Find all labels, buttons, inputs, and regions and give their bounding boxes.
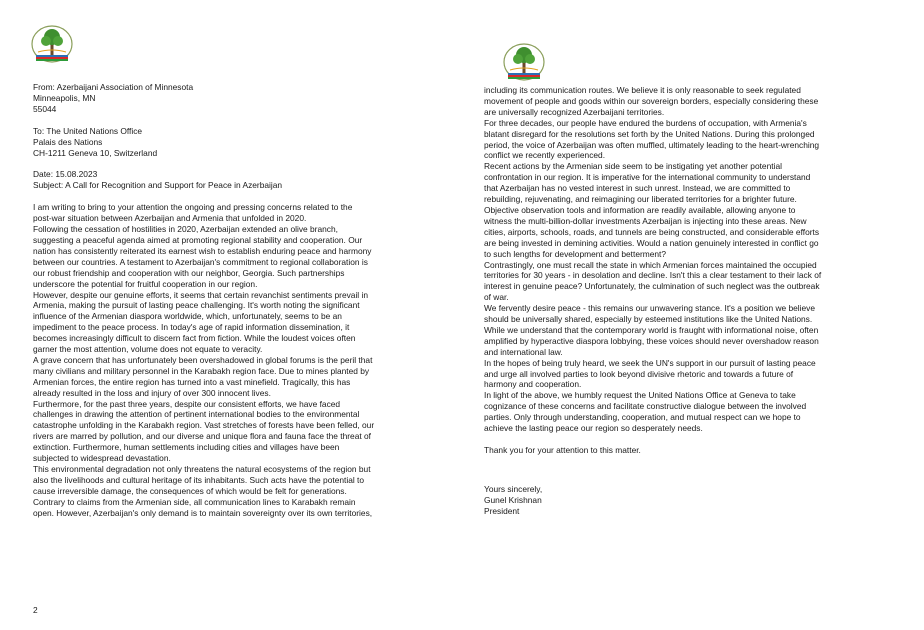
association-logo (30, 22, 74, 66)
body-line: that Azerbaijan has no vested interest in such unrest. Instead, we are committed to (484, 183, 791, 194)
body-line: cause irreversible damage, the consequences of which would be felt for generations. (33, 485, 347, 496)
recipient-line: Palais des Nations (33, 136, 103, 147)
sender-line: Minneapolis, MN (33, 92, 96, 103)
body-line: should be universally shared, especially by esteemed institutions like the United Nations. (484, 314, 813, 325)
letter-text-right (484, 85, 914, 434)
signature-block (484, 484, 914, 517)
body-line: and urge all involved parties to look beyond divisive rhetoric and towards a future of (484, 368, 794, 379)
body-line: influence of the Armenian diaspora worldwide, which, unfortunately, seems to be an (33, 311, 342, 322)
body-line: also the livelihoods and cultural heritage of its inhabitants. Such acts have the potential to (33, 474, 365, 485)
body-line: are universally recognized Azerbaijani territories. (484, 106, 665, 117)
tree-emblem-icon (502, 40, 546, 84)
body-line: impediment to the peace process. In today's age of rapid information dissemination, it (33, 322, 350, 333)
body-line: A grave concern that has unfortunately been overshadowed in global forums is the peril that (33, 354, 373, 365)
body-line: nation has consistently reiterated its earnest wish to establish enduring peace and harmony (33, 245, 372, 256)
sender-line: 55044 (33, 103, 57, 114)
recipient-line: To: The United Nations Office (33, 125, 143, 136)
body-line: For three decades, our people have endured the burdens of occupation, with Armenia's (484, 117, 807, 128)
thanks-line: Thank you for your attention to this matter. (484, 445, 641, 455)
body-line: period, the voice of Azerbaijan was often muffled, ultimately leading to the heart-wrenching (484, 139, 820, 150)
letter-body-left (33, 82, 453, 519)
body-line: harmony and cooperation. (484, 379, 582, 390)
letter-subject: Subject: A Call for Recognition and Support for Peace in Azerbaijan (33, 180, 283, 191)
body-line: I am writing to bring to your attention the ongoing and pressing concerns related to the (33, 202, 353, 213)
body-line: Contrastingly, one must recall the state in which Armenian forces maintained the occupied (484, 259, 817, 270)
body-line: between our countries. A testament to Azerbaijan's commitment to regional collaboration is (33, 256, 368, 267)
body-line: Recent actions by the Armenian side seem to be instigating yet another potential (484, 161, 782, 172)
body-line: amplified by hyperactive diaspora lobbying, these voices should never overshadow reason (484, 335, 819, 346)
body-line: conflict we recently experienced. (484, 150, 606, 161)
body-line: blatant disregard for the resolutions set forth by the United Nations. During this prolonged (484, 128, 815, 139)
body-line: garner the most attention, volume does not equate to veracity. (33, 344, 263, 355)
signer-name: Gunel Krishnan (484, 494, 542, 505)
body-line: subjected to widespread devastation. (33, 453, 171, 464)
body-line: challenges in drawing the attention of pertinent international bodies to the environmental (33, 409, 360, 420)
body-line: becomes increasingly difficult to discern fact from fiction. While the loudest voices often (33, 333, 356, 344)
body-line: rebuilding, rejuvenating, and reimagining our liberated territories for a brighter future. (484, 194, 797, 205)
body-line: Armenian forces, the entire region has turned into a vast minefield. Tragically, this has (33, 376, 351, 387)
body-line: In the hopes of being truly heard, we seek the UN's support in our pursuit of lasting peace (484, 357, 816, 368)
page-number: 2 (33, 605, 38, 615)
letter-text-left (33, 202, 453, 518)
body-line: In light of the above, we humbly request the United Nations Office at Geneva to take (484, 390, 796, 401)
body-line: confrontation in our region. It is imperative for the international community to understand (484, 172, 811, 183)
body-line: including its communication routes. We believe it is only reasonable to seek regulated (484, 85, 801, 95)
body-line: extinction. Furthermore, human settlements including cities and villages have been (33, 442, 340, 453)
body-line: rivers are marred by pollution, and our diverse and unique flora and fauna face the threat of (33, 431, 371, 442)
body-line: our robust friendship and cooperation with our neighbor, Georgia. Such partnerships (33, 267, 345, 278)
body-line: open. However, Azerbaijan's only demand is to maintain sovereignty over its own territories, (33, 507, 373, 518)
body-line: many civilians and military personnel in the Karabakh region face. Due to mines planted by (33, 365, 370, 376)
body-line: movement of people and goods within our sovereign borders, especially considering these (484, 95, 819, 106)
body-line: and international law. (484, 346, 563, 357)
body-line: territories for 30 years - in desolation and decline. Isn't this a clear testament to their lack of (484, 270, 822, 281)
body-line: Furthermore, for the past three years, despite our consistent efforts, we have faced (33, 398, 341, 409)
sender-line: From: Azerbaijani Association of Minnesota (33, 82, 194, 92)
body-line: catastrophe unfolding in the Karabakh region. Vast stretches of forests have been felled, our (33, 420, 375, 431)
body-line: However, despite our genuine efforts, it seems that certain revanchist sentiments prevail in (33, 289, 369, 300)
body-line: are being invested in demining activities. Would a nation genuinely interested in conflict go (484, 237, 819, 248)
recipient-line: CH-1211 Geneva 10, Switzerland (33, 147, 158, 158)
body-line: achieve the lasting peace our region so desperately needs. (484, 423, 703, 434)
sender-address (33, 82, 453, 115)
body-line: Objective observation tools and information are readily available, allowing anyone to (484, 204, 796, 215)
body-line: to such lengths for development and betterment? (484, 248, 667, 259)
body-line: underscore the potential for fruitful cooperation in our region. (33, 278, 258, 289)
signer-title: President (484, 505, 520, 516)
letter-page-right (462, 0, 924, 630)
body-line: of war. (484, 292, 509, 303)
body-line: parties. Only through understanding, cooperation, and mutual respect can we hope to (484, 412, 801, 423)
body-line: suggesting a peaceful agenda aimed at promoting regional stability and cooperation. Our (33, 234, 363, 245)
body-line: Armenia, making the pursuit of lasting peace challenging. It's worth noting the significant (33, 300, 360, 311)
closing-salutation: Yours sincerely, (484, 483, 543, 494)
letter-date: Date: 15.08.2023 (33, 169, 98, 180)
body-line: witness the multi-billion-dollar investments Azerbaijan is injecting into these areas. New (484, 215, 807, 226)
body-line: Following the cessation of hostilities in 2020, Azerbaijan extended an olive branch, (33, 224, 338, 235)
body-line: post-war situation between Azerbaijan and Armenia that unfolded in 2020. (33, 213, 307, 224)
body-line: cognizance of these concerns and facilitate constructive dialogue between the involved (484, 401, 807, 412)
body-line: While we understand that the contemporary world is fraught with informational noise, often (484, 324, 819, 335)
association-logo (502, 40, 546, 84)
body-line: already resulted in the loss and injury of over 300 innocent lives. (33, 387, 271, 398)
tree-emblem-icon (30, 22, 74, 66)
body-line: This environmental degradation not only threatens the natural ecosystems of the region but (33, 464, 371, 474)
body-line: Contrary to claims from the Armenian side, all communication lines to Karabakh remain (33, 496, 356, 507)
letter-body-right (484, 85, 914, 517)
body-line: We fervently desire peace - this remains our unwavering stance. It's a position we believe (484, 303, 816, 314)
body-line: cities, airports, schools, roads, and tunnels are being constructed, and considerable efforts (484, 226, 820, 237)
recipient-address (33, 126, 453, 159)
body-line: interest in genuine peace? Unfortunately, the culmination of such neglect was the outbreak (484, 281, 820, 292)
